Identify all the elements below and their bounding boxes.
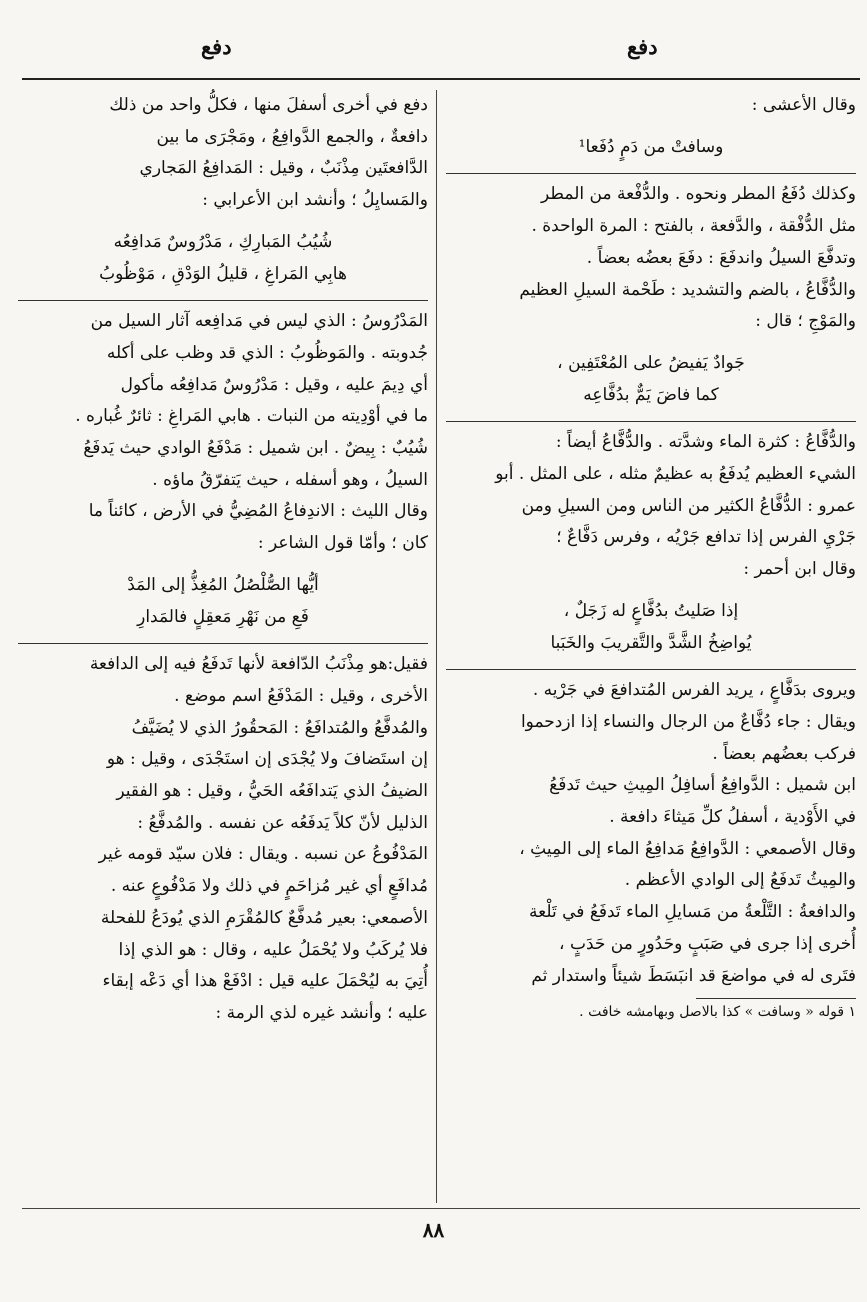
paragraph: ويروى بدَفَّاعٍ ، يريد الفرس المُتدافعَ في جَرْيه . ويقال : جاء دُفَّاعٌ من الرجال والنساء إذا ازدحموا فركب بعضُهم بعضاً . <box>520 680 856 764</box>
divider <box>446 173 856 174</box>
divider <box>446 421 856 422</box>
footnote-rule <box>696 998 856 999</box>
divider <box>18 300 428 301</box>
verse: إذا صَليتُ بدُفَّاعٍ له زَجَلٌ ، يُواضِخُ الشَّدَّ والتَّقريبَ والخَبَبا <box>550 600 752 653</box>
verse: وسافتْ من دَمٍ دُفَعا¹ <box>578 136 724 157</box>
right-column <box>446 90 856 1023</box>
paragraph: وقال الأعشى : <box>751 95 856 115</box>
footer-rule <box>22 1208 860 1209</box>
paragraph: وكذلك دُفَعُ المطر ونحوه . والدُّفْعة من المطر مثل الدُّفْقة ، والدَّفعة ، بالفتح : المرة الواحدة . وتدفَّعَ السيلُ واندفَعَ : دفَعَ بعضُه بعضاً . والدُّفَّاعُ ، بالضم والتشديد : طَحْمة السيلِ العظيم والمَوْجِ ؛ قال : <box>519 184 856 332</box>
verse: شُيُبُ المَبارِكِ ، مَدْرُوسٌ مَدافِعُه هابِي المَراغِ ، قليلُ الوَدْقِ ، مَوْظُوبُ <box>99 231 347 284</box>
footnote: ١ قوله « وسافت » كذا بالاصل وبهامشه خافت . <box>579 1004 856 1021</box>
paragraph: ابن شميل : الدَّوافِعُ أسافِلُ المِيثِ حيث تَدفَعُ في الأَوْدية ، أسفلُ كلِّ مَيثاءَ دافعة . <box>549 775 856 828</box>
paragraph: دفع في أخرى أسفلَ منها ، فكلُّ واحد من ذلك دافعةٌ ، والجمع الدَّوافِعُ ، ومَجْرَى ما بين الدَّافعتَين مِذْنَبٌ ، وقيل : المَدافِعُ المَجاري والمَسايِلُ ؛ وأنشد ابن الأعرابي : <box>109 95 428 211</box>
header-word-left: دفع <box>201 34 232 59</box>
paragraph: فقيل:هو مِذْنَبُ الدّافعة لأنها تَدفَعُ فيه إلى الدافعة الأخرى ، وقيل : المَدْفَعُ اسم موضع . <box>89 654 428 706</box>
page-number: ٨٨ <box>422 1218 445 1242</box>
paragraph: وقال الليث : الاندِفاعُ المُضِيُّ في الأرض ، كائناً ما كان ؛ وأمّا قول الشاعر : <box>88 501 428 554</box>
divider <box>18 643 428 644</box>
header-word-right: دفع <box>627 34 658 59</box>
paragraph: والدافعةُ : التَّلْعةُ من مَسايلِ الماء تَدفَعُ في تَلْعة أُخرى إذا جرى في صَبَبٍ وحَدُورٍ من حَدَبٍ ، فتَرى له في مواضعَ قد انبَسَطَ شيئاً واستدار ثم <box>529 902 856 986</box>
divider <box>446 669 856 670</box>
paragraph: الأصمعي: بعير مُدفَّعٌ كالمُقْرَمِ الذي يُودَعُ للفحلة فلا يُركَبُ ولا يُحْمَلُ عليه ، وقال : هو الذي إذا أُتِيَ به ليُحْمَلَ عليه قيل : ادْفَعْ هذا أي دَعْه إبقاء عليه ؛ وأنشد غيره لذي الرمة : <box>100 907 428 1023</box>
verse: جَوادٌ يَفيضُ على المُعْتَفِين ، كما فاضَ يَمٌّ بدُفَّاعِه <box>557 352 745 405</box>
paragraph: والمُدفَّعُ والمُتدافَعُ : المَحقُورُ الذي لا يُضَيَّفُ إن استَضافَ ولا يُجْدَى إن استَجْدَى ، وقيل : هو الضيفُ الذي يَتدافَعُه الحَيُّ ، وقيل : هو الفقير الذليل لأنّ كلاً يَدفَعُه عن نفسه . والمُدفَّعُ : المَدْفُوعُ عن نسبه . ويقال : فلان سيّد قومه غير مُدافَعٍ أي غير مُزاحَمٍ في ذلك ولا مَدْفُوعٍ عنه . <box>98 717 428 897</box>
column-divider <box>436 90 437 1203</box>
left-column <box>18 90 428 1030</box>
verse: أيُّها الصُّلْصُلُ المُغِذُّ إلى المَدْ فَعِ من نَهْرِ مَعقِلٍ فالمَدارِ <box>127 574 319 627</box>
header-rule <box>22 78 860 80</box>
paragraph: والدُّفَّاعُ : كثرة الماء وشدَّته . والدُّفَّاعُ أيضاً : الشيء العظيم يُدفَعُ به عظيمٌ مثله ، على المثل . أبو عمرو : الدُّفَّاعُ الكثير من الناس ومن السيلِ ومن جَرْيِ الفرس إذا تدافع جَرْيُه ، وفرس دَفَّاعٌ ؛ وقال ابن أحمر : <box>495 432 856 580</box>
paragraph: وقال الأصمعي : الدَّوافِعُ مَدافِعُ الماء إلى المِيثِ ، والمِيثُ تَدفَعُ إلى الوادي الأعظم . <box>519 838 856 891</box>
paragraph: المَدْرُوسُ : الذي ليس في مَدافِعه آثار السيل من جُدوبته . والمَوظُوبُ : الذي قد وظب على أكله أي دِيمَ عليه ، وقيل : مَدْرُوسٌ مَدافِعُه مأكول ما في أوْدِيته من النبات . هابي المَراغِ : ثائرٌ غُباره . شُيُبٌ : بِيضٌ . ابن شميل : مَدْفَعُ الوادي حيث يَدفَعُ السيلُ ، وهو أسفله ، حيث يَتفرّقُ ماؤه . <box>75 311 428 490</box>
